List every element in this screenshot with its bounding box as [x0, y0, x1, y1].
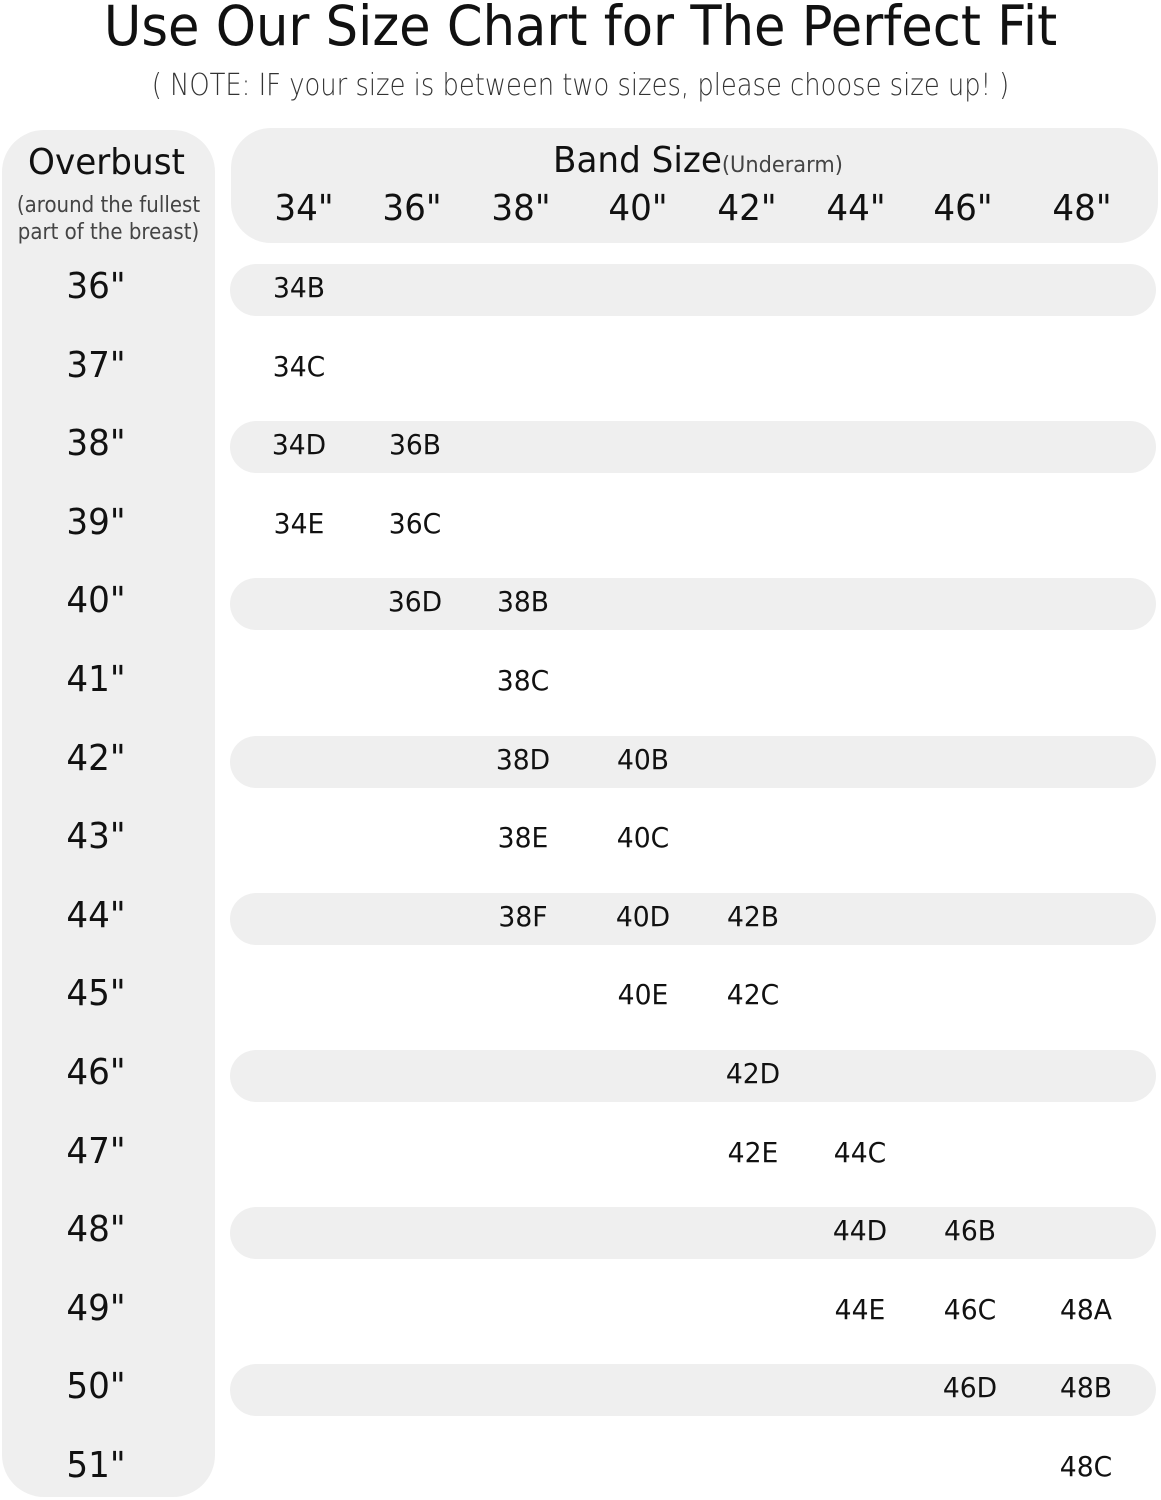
band-size-column-header: 48" — [1052, 188, 1112, 229]
overbust-value: 49" — [66, 1287, 126, 1329]
band-size-column-header: 38" — [491, 188, 551, 229]
table-row-highlight — [230, 264, 1156, 316]
overbust-value: 50" — [66, 1366, 126, 1408]
bra-size-cell: 44C — [833, 1135, 887, 1169]
overbust-title: Overbust — [28, 142, 185, 183]
band-size-column-header: 34" — [274, 188, 334, 229]
table-row-highlight — [230, 893, 1156, 945]
table-row-highlight — [230, 736, 1156, 788]
bra-size-cell: 36C — [388, 506, 442, 540]
bra-size-cell: 38E — [497, 821, 549, 855]
bra-size-cell: 48A — [1059, 1292, 1113, 1326]
band-size-column-header: 44" — [826, 188, 886, 229]
overbust-value: 46" — [66, 1052, 126, 1093]
band-size-column-header: 36" — [382, 188, 442, 229]
bra-size-cell: 38F — [498, 899, 548, 933]
table-row-highlight — [230, 578, 1156, 630]
overbust-value: 47" — [66, 1130, 126, 1172]
bra-size-cell: 38D — [495, 742, 551, 776]
bra-size-cell: 40D — [615, 899, 671, 933]
bra-size-cell: 34D — [271, 428, 327, 462]
overbust-subtitle — [13, 192, 205, 246]
bra-size-cell: 42D — [725, 1057, 781, 1090]
bra-size-cell: 40E — [617, 978, 669, 1012]
band-size-sublabel: (Underarm) — [721, 153, 843, 178]
table-row-highlight — [230, 1050, 1156, 1102]
overbust-value: 43" — [66, 816, 126, 858]
overbust-value: 41" — [66, 659, 126, 700]
page-title: Use Our Size Chart for The Perfect Fit — [103, 0, 1058, 58]
band-size-column-header: 46" — [933, 188, 993, 229]
bra-size-cell: 36B — [388, 428, 442, 462]
bra-size-cell: 34C — [272, 349, 326, 383]
bra-size-cell: 44D — [832, 1214, 888, 1248]
band-size-column-header: 42" — [717, 188, 777, 229]
bra-size-cell: 46B — [943, 1214, 997, 1248]
bra-size-cell: 40C — [616, 821, 670, 855]
bra-size-cell: 42E — [727, 1135, 779, 1169]
bra-size-cell: 38C — [496, 664, 550, 697]
band-size-column-header: 40" — [608, 188, 668, 229]
overbust-subtitle-line1: (around the fullest — [16, 193, 201, 218]
bra-size-cell: 38B — [496, 585, 550, 619]
bra-size-cell: 34E — [273, 506, 325, 540]
bra-size-cell: 46C — [943, 1292, 997, 1326]
overbust-value: 38" — [66, 423, 126, 465]
overbust-value: 40" — [66, 580, 126, 622]
band-size-label: Band Size — [553, 140, 722, 181]
bra-size-cell: 34B — [272, 271, 326, 304]
overbust-value: 42" — [66, 737, 126, 779]
overbust-value: 37" — [66, 344, 126, 386]
overbust-value: 48" — [66, 1209, 126, 1251]
bra-size-cell: 40B — [616, 742, 670, 776]
bra-size-cell: 42B — [726, 899, 780, 933]
overbust-subtitle-line2: part of the breast) — [17, 220, 200, 245]
overbust-value: 36" — [66, 266, 126, 307]
bra-size-cell: 46D — [942, 1371, 998, 1405]
bra-size-cell: 48C — [1059, 1450, 1113, 1483]
band-size-title — [553, 140, 843, 181]
overbust-value: 45" — [66, 973, 126, 1015]
overbust-value: 39" — [66, 501, 126, 543]
table-row-highlight — [230, 421, 1156, 473]
bra-size-cell: 42C — [726, 978, 780, 1012]
size-note: ( NOTE: IF your size is between two sizes, please choose size up! ) — [151, 68, 1010, 103]
table-row-highlight — [230, 1207, 1156, 1259]
table-row-highlight — [230, 1364, 1156, 1416]
bra-size-cell: 44E — [834, 1292, 886, 1326]
overbust-value: 51" — [66, 1445, 126, 1486]
bra-size-cell: 36D — [387, 585, 443, 619]
overbust-value: 44" — [66, 894, 126, 936]
bra-size-cell: 48B — [1059, 1371, 1113, 1405]
